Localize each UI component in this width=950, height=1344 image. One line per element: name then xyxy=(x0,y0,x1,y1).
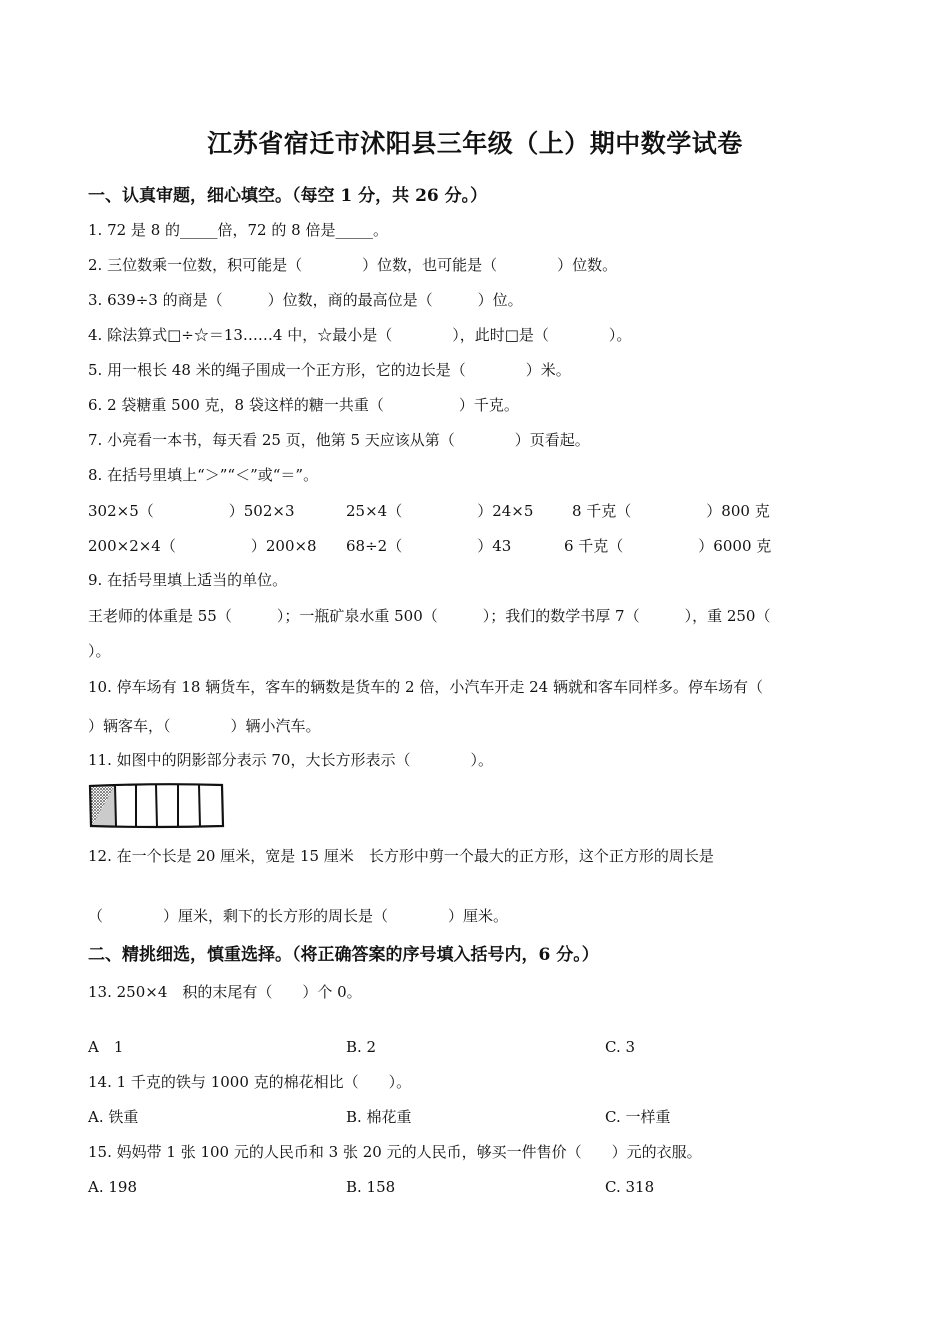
question-5: 5. 用一根长 48 米的绳子围成一个正方形，它的边长是（ ）米。 xyxy=(88,361,571,379)
question-15: 15. 妈妈带 1 张 100 元的人民币和 3 张 20 元的人民币，够买一件售价（ ）元的衣服。 xyxy=(88,1143,702,1161)
question-10-line-2: ）辆客车，（ ）辆小汽车。 xyxy=(88,717,321,735)
question-1: 1. 72 是 8 的_____倍，72 的 8 倍是_____。 xyxy=(88,221,388,239)
question-14: 14. 1 千克的铁与 1000 克的棉花相比（ ）。 xyxy=(88,1073,412,1091)
divider-line xyxy=(115,785,116,826)
option-a: A 1 xyxy=(88,1038,124,1056)
option-b: B. 棉花重 xyxy=(346,1108,412,1126)
divider-line xyxy=(199,785,200,827)
question-13: 13. 250×4 积的末尾有（ ）个 0。 xyxy=(88,983,362,1001)
compare-item: 6 千克（ ）6000 克 xyxy=(564,537,772,555)
question-8: 8. 在括号里填上“＞”“＜”或“＝”。 xyxy=(88,466,319,484)
question-7: 7. 小亮看一本书，每天看 25 页，他第 5 天应该从第（ ）页看起。 xyxy=(88,431,590,449)
section-1-heading: 一、认真审题，细心填空。（每空 1 分，共 26 分。） xyxy=(88,186,488,206)
question-3: 3. 639÷3 的商是（ ）位数，商的最高位是（ ）位。 xyxy=(88,291,523,309)
page-title: 江苏省宿迁市沭阳县三年级（上）期中数学试卷 xyxy=(207,129,743,158)
shaded-rectangle-figure xyxy=(88,782,228,830)
option-b: B. 158 xyxy=(346,1178,396,1196)
option-b: B. 2 xyxy=(346,1038,377,1056)
option-c: C. 3 xyxy=(605,1038,636,1056)
question-9: 9. 在括号里填上适当的单位。 xyxy=(88,571,288,589)
question-6: 6. 2 袋糖重 500 克，8 袋这样的糖一共重（ ）千克。 xyxy=(88,396,519,414)
question-4: 4. 除法算式□÷☆＝13……4 中，☆最小是（ ），此时□是（ ）。 xyxy=(88,326,632,344)
option-c: C. 一样重 xyxy=(605,1108,671,1126)
question-9-line-1: 王老师的体重是 55（ ）；一瓶矿泉水重 500（ ）；我们的数学书厚 7（ ），重 250（ xyxy=(88,607,771,625)
question-2: 2. 三位数乘一位数，积可能是（ ）位数，也可能是（ ）位数。 xyxy=(88,256,618,274)
divider-line xyxy=(156,785,157,827)
compare-item: 25×4（ ）24×5 xyxy=(346,502,534,520)
question-10-line-1: 10. 停车场有 18 辆货车，客车的辆数是货车的 2 倍，小汽车开走 24 辆就和客车同样多。停车场有（ xyxy=(88,678,763,696)
compare-item: 8 千克（ ）800 克 xyxy=(572,502,770,520)
option-c: C. 318 xyxy=(605,1178,655,1196)
option-a: A. 198 xyxy=(88,1178,137,1196)
option-a: A. 铁重 xyxy=(88,1108,139,1126)
question-11: 11. 如图中的阴影部分表示 70，大长方形表示（ ）。 xyxy=(88,751,493,769)
question-12-line-2: （ ）厘米，剩下的长方形的周长是（ ）厘米。 xyxy=(88,907,509,925)
question-12-line-1: 12. 在一个长是 20 厘米，宽是 15 厘米 长方形中剪一个最大的正方形，这个正方形的周长是 xyxy=(88,847,714,865)
question-9-line-2: ）。 xyxy=(88,642,111,660)
compare-item: 302×5（ ）502×3 xyxy=(88,502,295,520)
compare-item: 200×2×4（ ）200×8 xyxy=(88,537,317,555)
section-2-heading: 二、精挑细选，慎重选择。（将正确答案的序号填入括号内，6 分。） xyxy=(88,945,599,965)
compare-item: 68÷2（ ）43 xyxy=(346,537,512,555)
